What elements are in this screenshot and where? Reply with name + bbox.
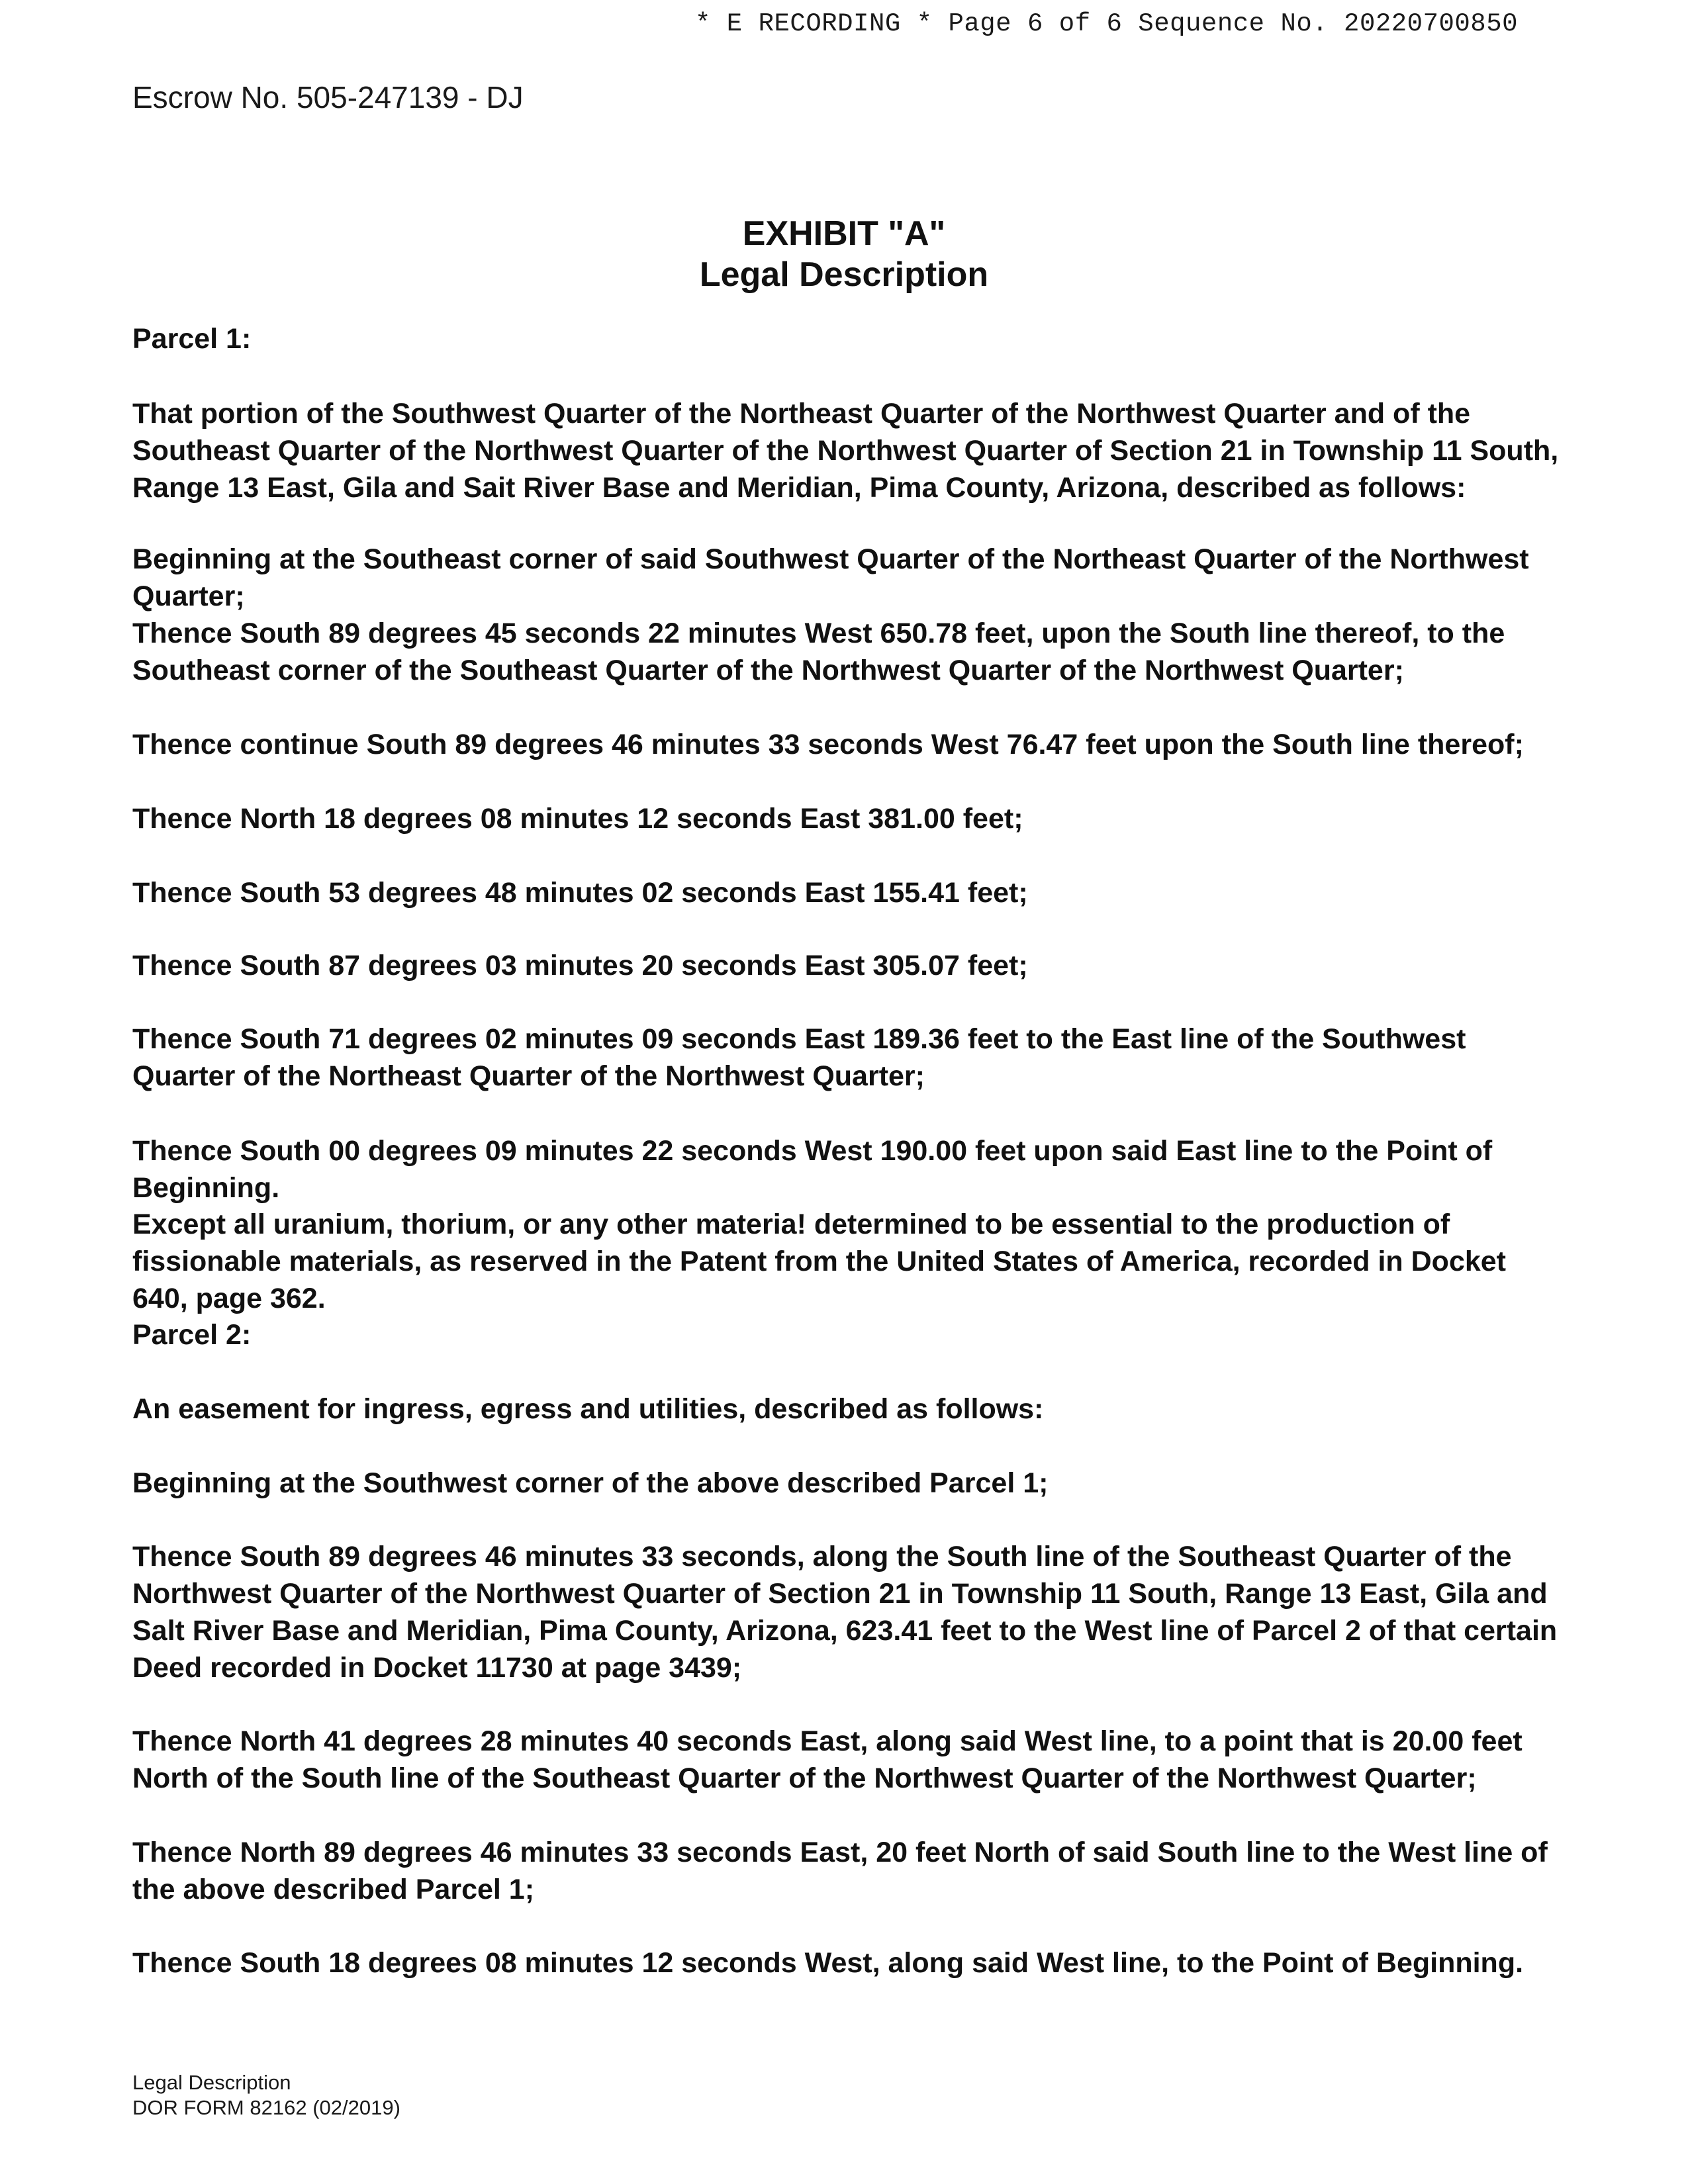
legal-paragraph: Thence South 89 degrees 45 seconds 22 minutes West 650.78 feet, upon the South line thereof, to the Southeast corner of the Southeast Quarter of the Northwest Quarter of the Northwest Quarter;	[132, 617, 1505, 686]
exhibit-subtitle: Legal Description	[699, 255, 989, 294]
legal-paragraph: Thence South 00 degrees 09 minutes 22 seconds West 190.00 feet upon said East line to the Point of Beginning.	[132, 1135, 1493, 1204]
legal-paragraph: Thence continue South 89 degrees 46 minutes 33 seconds West 76.47 feet upon the South line thereof;	[132, 729, 1524, 760]
parcel-1-description: That portion of the Southwest Quarter of the Northeast Quarter of the Northwest Quarter and of the Southeast Quarter of the Northwest Quarter of the Northwest Quarter of Section 21 in Township 11 South, Range 13 East, Gila and Sait River Base and Meridian, Pima County, Arizona, described as follows:	[132, 398, 1559, 504]
parcel-2-heading: Parcel 2:	[132, 1319, 252, 1351]
legal-paragraph: Beginning at the Southwest corner of the above described Parcel 1;	[132, 1467, 1049, 1499]
parcel-1-heading: Parcel 1:	[132, 323, 252, 355]
form-footer	[132, 2070, 400, 2120]
mineral-exception: Except all uranium, thorium, or any other materia! determined to be essential to the production of fissionable materials, as reserved in the Patent from the United States of America, recorded in Docket 640, page 362.	[132, 1208, 1507, 1314]
legal-paragraph: Thence South 87 degrees 03 minutes 20 seconds East 305.07 feet;	[132, 950, 1028, 981]
legal-paragraph: Thence South 53 degrees 48 minutes 02 seconds East 155.41 feet;	[132, 877, 1028, 909]
legal-paragraph: Beginning at the Southeast corner of said Southwest Quarter of the Northeast Quarter of the Northwest Quarter;	[132, 543, 1529, 612]
legal-paragraph: Thence North 89 degrees 46 minutes 33 seconds East, 20 feet North of said South line to the West line of the above described Parcel 1;	[132, 1837, 1548, 1905]
legal-paragraph: Thence North 41 degrees 28 minutes 40 seconds East, along said West line, to a point that is 20.00 feet North of the South line of the Southeast Quarter of the Northwest Quarter of the Northwest Quarter;	[132, 1725, 1523, 1794]
exhibit-heading	[0, 213, 1688, 295]
exhibit-title: EXHIBIT "A"	[742, 214, 946, 253]
escrow-number: Escrow No. 505-247139 - DJ	[132, 80, 524, 114]
legal-paragraph: Thence South 71 degrees 02 minutes 09 seconds East 189.36 feet to the East line of the Southwest Quarter of the Northeast Quarter of the Northwest Quarter;	[132, 1023, 1466, 1092]
recording-header: * E RECORDING * Page 6 of 6 Sequence No. 20220700850	[695, 9, 1518, 38]
legal-paragraph: Thence South 18 degrees 08 minutes 12 seconds West, along said West line, to the Point of Beginning.	[132, 1947, 1524, 1979]
legal-paragraph: Thence North 18 degrees 08 minutes 12 seconds East 381.00 feet;	[132, 803, 1023, 835]
footer-label: Legal Description	[132, 2071, 291, 2094]
footer-form-number: DOR FORM 82162 (02/2019)	[132, 2096, 400, 2119]
legal-paragraph: Thence South 89 degrees 46 minutes 33 seconds, along the South line of the Southeast Quarter of the Northwest Quarter of the Northwest Quarter of Section 21 in Township 11 South, Range 13 East, Gila and Salt River Base and Meridian, Pima County, Arizona, 623.41 feet to the West line of Parcel 2 of that certain Deed recorded in Docket 11730 at page 3439;	[132, 1541, 1558, 1684]
legal-paragraph: An easement for ingress, egress and utilities, described as follows:	[132, 1393, 1044, 1425]
